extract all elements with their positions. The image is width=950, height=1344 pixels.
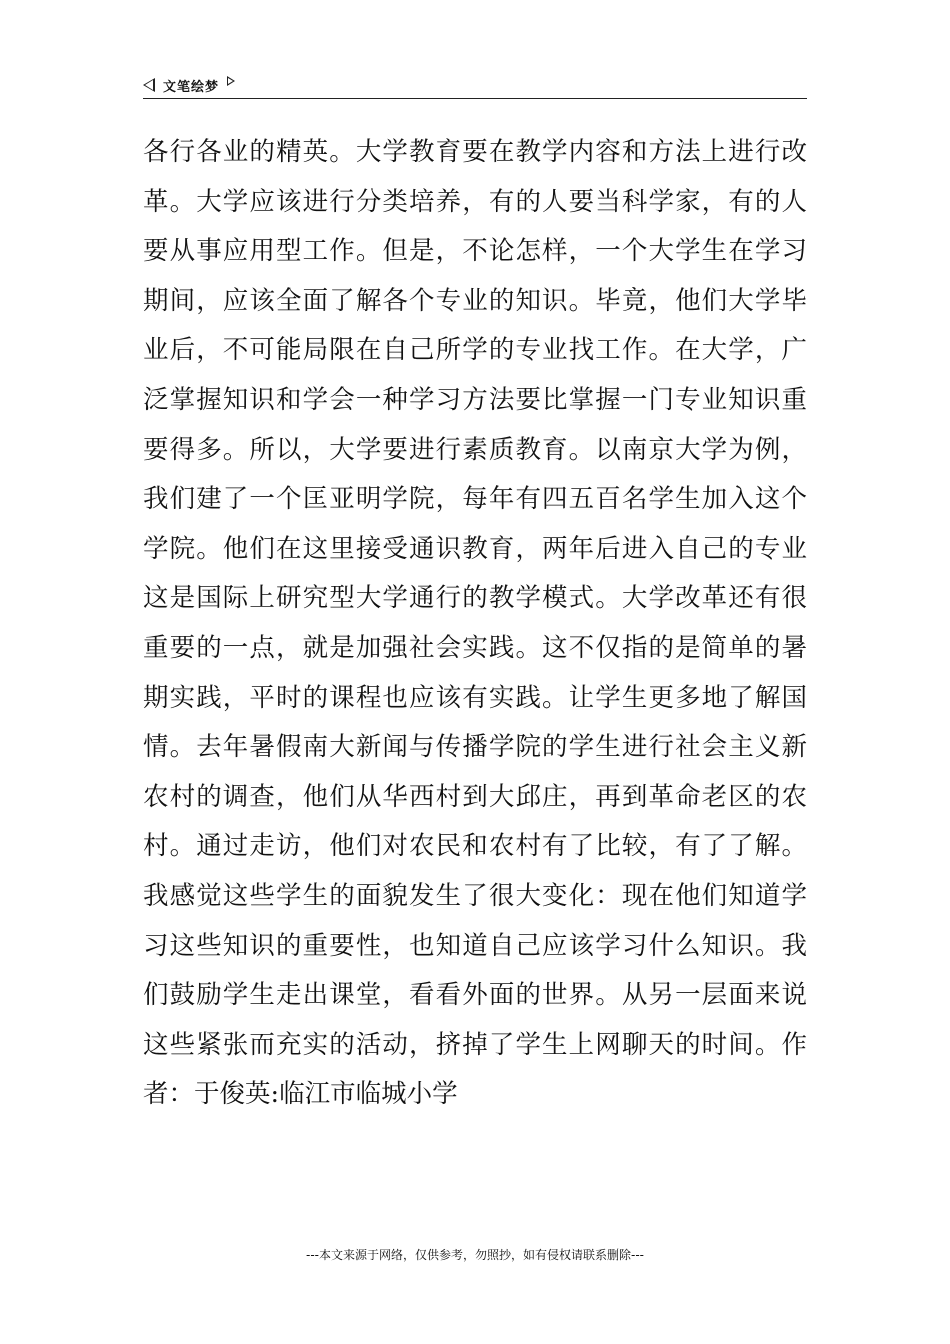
document-body bbox=[143, 128, 807, 1120]
body-line: 期实践，平时的课程也应该有实践。让学生更多地了解国 bbox=[143, 682, 807, 713]
header-brand: 文笔绘梦 bbox=[163, 79, 220, 95]
body-line: 各行各业的精英。大学教育要在教学内容和方法上进行改 bbox=[143, 137, 807, 167]
body-line: 要得多。所以，大学要进行素质教育。以南京大学为例， bbox=[143, 434, 807, 465]
body-line: 村。通过走访，他们对农民和农村有了比较，有了了解。 bbox=[143, 831, 807, 862]
body-line: 我感觉这些学生的面貌发生了很大变化：现在他们知道学 bbox=[143, 880, 807, 911]
body-line: 学院。他们在这里接受通识教育，两年后进入自己的专业 bbox=[143, 533, 807, 564]
body-line: 我们建了一个匡亚明学院，每年有四五百名学生加入这个 bbox=[143, 484, 807, 515]
body-line: 业后，不可能局限在自己所学的专业找工作。在大学，广 bbox=[143, 335, 807, 366]
body-line: 革。大学应该进行分类培养，有的人要当科学家，有的人 bbox=[143, 186, 807, 217]
body-line: 泛掌握知识和学会一种学习方法要比掌握一门专业知识重 bbox=[143, 384, 807, 415]
page-header bbox=[143, 72, 807, 99]
body-line: 这些紧张而充实的活动，挤掉了学生上网聊天的时间。作 bbox=[143, 1029, 807, 1060]
body-line: 期间，应该全面了解各个专业的知识。毕竟，他们大学毕 bbox=[143, 285, 807, 316]
author-line: 者：于俊英:临江市临城小学 bbox=[143, 1079, 458, 1110]
footer-disclaimer: ---本文来源于网络，仅供参考，勿照抄，如有侵权请联系删除--- bbox=[306, 1248, 644, 1262]
body-line: 重要的一点，就是加强社会实践。这不仅指的是简单的暑 bbox=[143, 632, 807, 663]
body-line: 们鼓励学生走出课堂，看看外面的世界。从另一层面来说 bbox=[143, 980, 807, 1011]
triangle-right-icon bbox=[227, 76, 235, 86]
body-line: 习这些知识的重要性，也知道自己应该学习什么知识。我 bbox=[143, 930, 807, 961]
triangle-left-icon bbox=[143, 78, 155, 92]
body-line: 情。去年暑假南大新闻与传播学院的学生进行社会主义新 bbox=[143, 732, 807, 763]
body-line: 这是国际上研究型大学通行的教学模式。大学改革还有很 bbox=[143, 583, 807, 614]
body-line: 农村的调查，他们从华西村到大邱庄，再到革命老区的农 bbox=[143, 781, 807, 812]
body-line: 要从事应用型工作。但是，不论怎样，一个大学生在学习 bbox=[143, 236, 807, 267]
